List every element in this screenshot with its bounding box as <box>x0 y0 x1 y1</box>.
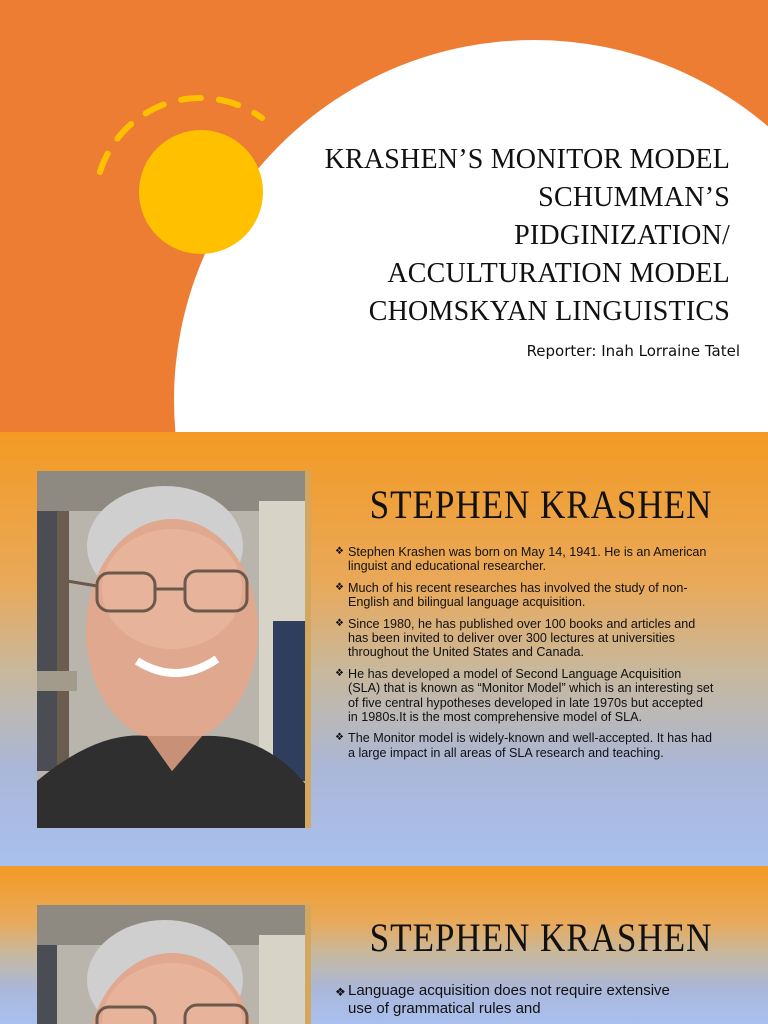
list-item: ❖ The Monitor model is widely-known and well-accepted. It has had a large impact in all areas of SLA research and teaching. <box>335 731 713 760</box>
list-item: ❖ Since 1980, he has published over 100 books and articles and has been invited to deliver over 300 lectures at universities throughout the United States and Canada. <box>335 616 696 660</box>
list-item: ❖ He has developed a model of Second Language Acquisition (SLA) that is known as “Monitor Model” which is an interesting set of five central hypotheses developed in late 1970s but accepted in 1980s.It is the most comprehensive model of SLA. <box>335 666 714 725</box>
diamond-bullet-icon: ❖ <box>335 732 344 744</box>
krashen-theory-slide <box>0 866 768 1024</box>
presentation-title <box>210 141 730 331</box>
title-line-1: KRASHEN’S MONITOR MODEL <box>324 144 730 175</box>
krashen-bio-slide <box>0 432 768 866</box>
theory-bullet-list <box>335 982 695 1018</box>
title-line-4: ACCULTURATION MODEL <box>387 258 730 289</box>
slide-title: STEPHEN KRASHEN <box>369 482 713 527</box>
diamond-bullet-icon: ❖ <box>335 985 346 999</box>
list-item: ❖ Much of his recent researches has involved the study of non-English and bilingual language acquisition. <box>335 580 688 610</box>
slide-title: STEPHEN KRASHEN <box>369 915 713 960</box>
title-line-3: PIDGINIZATION/ <box>514 220 730 251</box>
reporter-label: Reporter: Inah Lorraine Tatel <box>526 342 740 360</box>
diamond-bullet-icon: ❖ <box>335 581 344 593</box>
list-item: ❖ Stephen Krashen was born on May 14, 1941. He is an American linguist and educational researcher. <box>335 545 707 574</box>
diamond-bullet-icon: ❖ <box>335 617 344 629</box>
krashen-portrait-2 <box>37 905 311 1024</box>
bio-bullet-list <box>335 545 715 767</box>
list-item: ❖ Language acquisition does not require extensive use of grammatical rules and <box>335 982 670 1017</box>
diamond-bullet-icon: ❖ <box>335 546 344 557</box>
diamond-bullet-icon: ❖ <box>335 667 344 679</box>
title-line-2: SCHUMMAN’S <box>538 182 730 213</box>
title-slide <box>0 0 768 432</box>
krashen-portrait <box>37 471 311 828</box>
title-line-5: CHOMSKYAN LINGUISTICS <box>368 296 730 327</box>
